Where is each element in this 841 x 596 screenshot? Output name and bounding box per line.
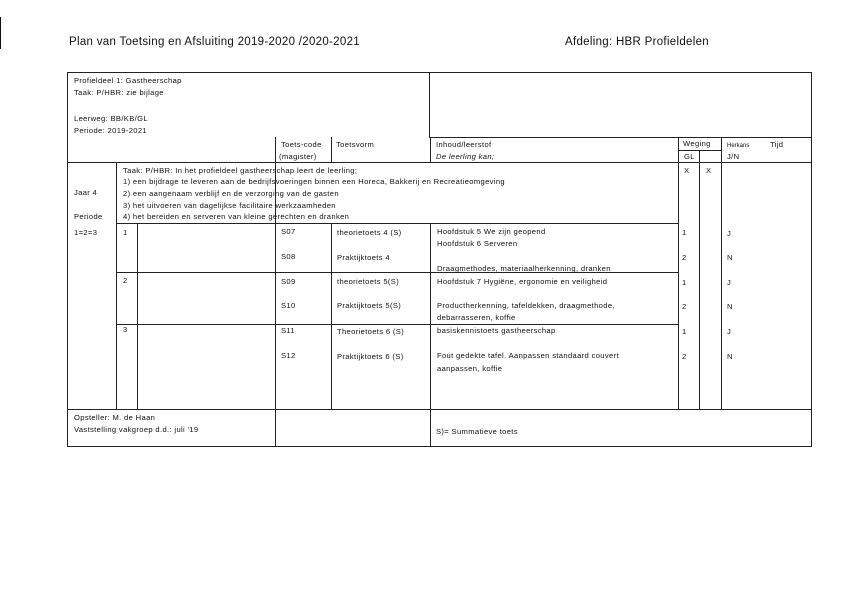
toets-code: S11 <box>281 326 295 335</box>
period-number: 3 <box>123 325 128 334</box>
task-line: 3) het uitvoeren van dagelijkse facilitaire werkzaamheden <box>123 201 336 210</box>
leerweg-label: Leerweg: BB/KB/GL <box>74 114 148 123</box>
inhoud-line: Productherkenning, tafeldekken, draagmethode, <box>437 301 615 310</box>
task-line: 4) het bereiden en serveren van kleine gerechten en dranken <box>123 212 350 221</box>
task-mark-herkans: X <box>706 166 712 175</box>
toets-code: S12 <box>281 351 296 360</box>
col-herkans: Herkans <box>727 143 750 149</box>
periode-label: Periode: 2019-2021 <box>74 126 148 135</box>
weging-value: 2 <box>682 253 687 262</box>
col-toetscode: Toets-code <box>281 140 322 149</box>
task-line: 2) een aangenaam verblijf en de verzorging van de gasten <box>123 189 339 198</box>
period-number: 2 <box>123 276 128 285</box>
inhoud-line: Hoofdstuk 6 Serveren <box>437 239 518 248</box>
jaar-label: Jaar 4 <box>74 188 98 197</box>
herkans-value: N <box>727 302 733 311</box>
toets-code: S10 <box>281 301 296 310</box>
weging-value: 2 <box>682 302 687 311</box>
herkans-value: J <box>727 229 732 238</box>
inhoud-line: basiskennistoets gastheerschap <box>437 326 556 335</box>
col-inhoud-sub: De leerling kan; <box>436 152 495 161</box>
col-gl: GL <box>684 152 695 161</box>
col-tijd: Tijd <box>770 140 784 149</box>
col-toetsvorm: Toetsvorm <box>336 140 375 149</box>
herkans-value: N <box>727 253 733 262</box>
inhoud-line: Hoofdstuk 7 Hygiëne, ergonomie en veiligheid <box>437 277 608 286</box>
toets-code: S09 <box>281 277 296 286</box>
toets-code: S07 <box>281 227 296 236</box>
col-inhoud: Inhoud/leerstof <box>436 140 492 149</box>
inhoud-line: debarrasseren, koffie <box>437 313 516 322</box>
task-line: 1) een bijdrage te leveren aan de bedrijfsvoeringen binnen een Horeca, Bakkerij en Recreatieomgeving <box>123 177 505 186</box>
herkans-value: N <box>727 352 733 361</box>
inhoud-line: aanpassen, koffie <box>437 364 503 373</box>
herkans-value: J <box>727 327 732 336</box>
inhoud-line: Fout gedekte tafel. Aanpassen standaard couvert <box>437 351 619 360</box>
weging-value: 1 <box>682 278 687 287</box>
toetsvorm: Praktijktoets 5(S) <box>337 301 402 310</box>
toets-code: S08 <box>281 252 296 261</box>
periode-side-label: Periode <box>74 212 103 221</box>
toetsvorm: Praktijktoets 6 (S) <box>337 352 404 361</box>
toetsvorm: theorietoets 4 (S) <box>337 228 402 237</box>
weging-value: 2 <box>682 352 687 361</box>
toetsvorm: theorietoets 5(S) <box>337 277 400 286</box>
department-label: Afdeling: HBR Profieldelen <box>565 36 709 48</box>
herkans-value: J <box>727 278 732 287</box>
col-weging: Weging <box>683 139 711 148</box>
periode-value: 1=2=3 <box>74 228 98 237</box>
inhoud-line: Hoofdstuk 5 We zijn geopend <box>437 227 546 236</box>
toetsvorm: Praktijktoets 4 <box>337 253 390 262</box>
opsteller-label: Opsteller: M. de Haan <box>74 413 156 422</box>
profieldeel-label: Profieldeel 1: Gastheerschap <box>74 76 182 85</box>
weging-value: 1 <box>682 327 687 336</box>
page-edge-mark <box>0 17 1 49</box>
col-jn: J/N <box>727 152 740 161</box>
task-line: Taak: P/HBR: In het profieldeel gastheerschap leert de leerling; <box>123 166 358 175</box>
period-number: 1 <box>123 228 128 237</box>
inhoud-line: Draagmethodes, materiaalherkenning, dranken <box>437 264 611 273</box>
legend-summatief: S)= Summatieve toets <box>436 427 518 436</box>
col-toetscode-sub: (magister) <box>279 152 317 161</box>
task-mark-gl: X <box>684 166 690 175</box>
weging-value: 1 <box>682 228 687 237</box>
toetsvorm: Theorietoets 6 (S) <box>337 327 405 336</box>
vaststelling-label: Vaststelling vakgroep d.d.: juli '19 <box>74 425 199 434</box>
taak-label: Taak: P/HBR: zie bijlage <box>74 88 164 97</box>
document-title: Plan van Toetsing en Afsluiting 2019-2020 /2020-2021 <box>69 36 360 48</box>
